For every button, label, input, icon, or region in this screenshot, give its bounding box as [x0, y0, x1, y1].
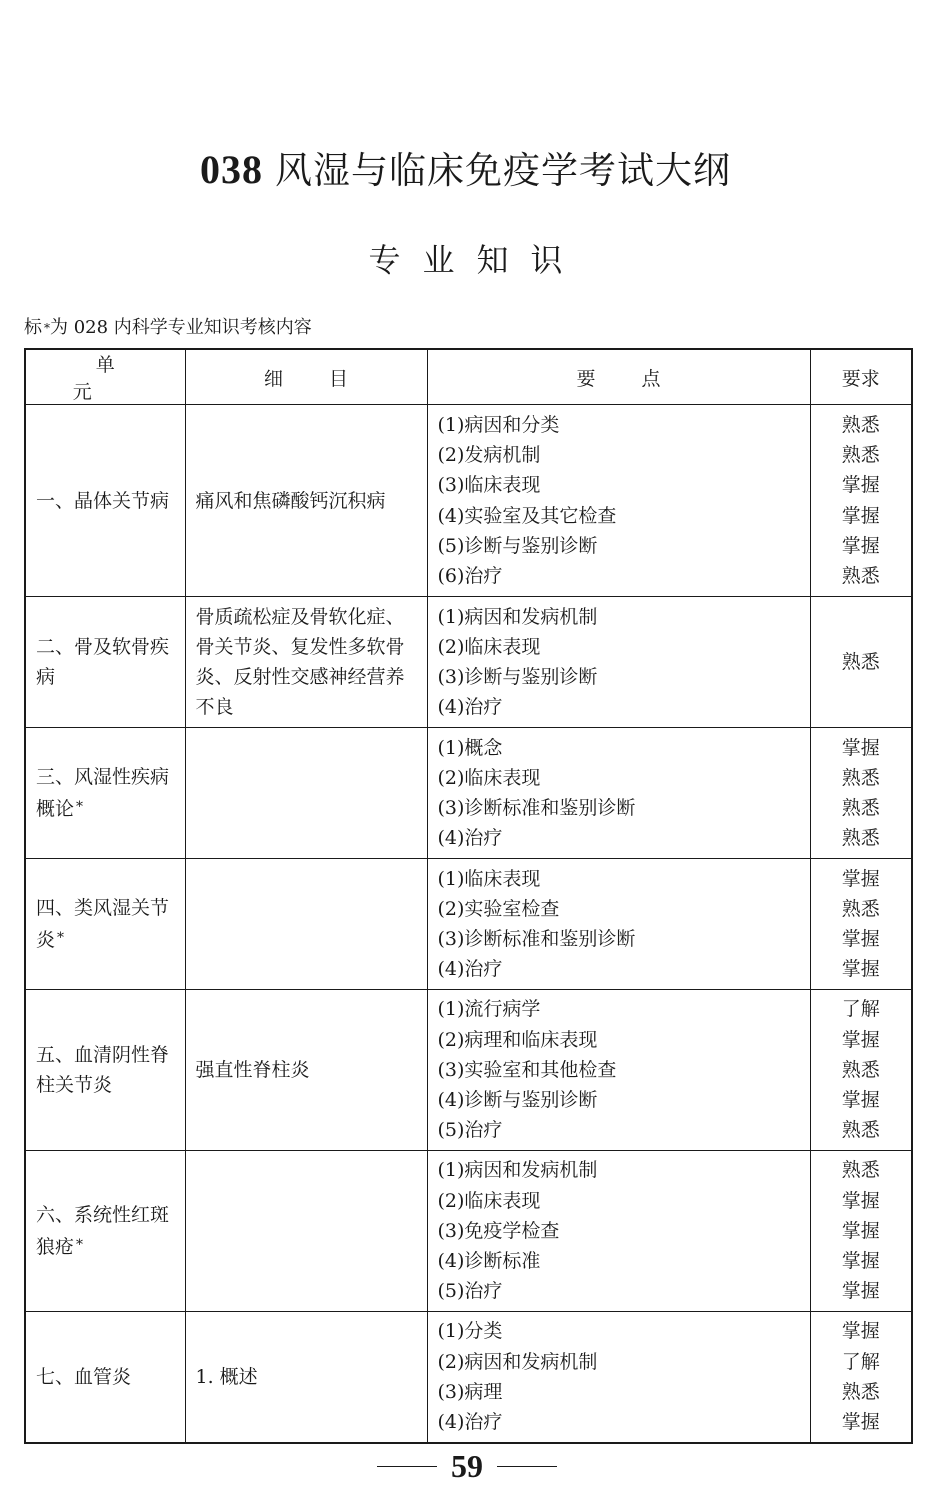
- title-code: 038: [200, 147, 263, 192]
- note-text: 为 028 内科学专业知识考核内容: [50, 317, 312, 338]
- requirement-item: 掌握: [841, 958, 880, 981]
- unit-line: 六、系统性红斑: [36, 1204, 170, 1226]
- requirement-item: 掌握: [841, 474, 880, 497]
- point-item: (3)实验室和其他检查: [437, 1058, 617, 1081]
- point-item: (5)治疗: [437, 1119, 503, 1142]
- point-item: (4)诊断标准: [437, 1250, 541, 1273]
- star-mark: *: [76, 799, 84, 815]
- cell-detail: [185, 728, 427, 859]
- cell-requirement: [810, 597, 912, 728]
- requirement-item: 熟悉: [841, 444, 880, 467]
- point-item: (3)临床表现: [437, 474, 541, 497]
- requirement-item: 熟悉: [841, 564, 880, 587]
- point-item: (1)流行病学: [437, 998, 541, 1021]
- cell-unit: [25, 1151, 185, 1312]
- unit-line: 七、血管炎: [36, 1365, 132, 1388]
- cell-points: [427, 859, 810, 990]
- point-item: (2)临床表现: [437, 766, 541, 789]
- cell-detail: [185, 405, 427, 597]
- requirement-item: 掌握: [841, 1280, 880, 1303]
- detail-line: 痛风和焦磷酸钙沉积病: [195, 489, 386, 512]
- point-item: (4)治疗: [437, 1410, 503, 1433]
- point-item: (1)病因和分类: [437, 413, 560, 436]
- cell-unit: [25, 990, 185, 1151]
- requirement-item: 熟悉: [841, 1119, 880, 1142]
- unit-line: 二、骨及软骨疾: [36, 636, 170, 658]
- requirement-item: 熟悉: [841, 797, 880, 819]
- point-item: (1)病因和发病机制: [437, 1159, 598, 1182]
- unit-line: 一、晶体关节病: [36, 489, 170, 512]
- table-body: [25, 405, 912, 1443]
- point-item: (4)治疗: [437, 696, 503, 719]
- table-row: [25, 597, 912, 728]
- point-item: (5)诊断与鉴别诊断: [437, 534, 598, 557]
- requirement-item: 掌握: [841, 1089, 880, 1112]
- point-item: (1)分类: [437, 1320, 503, 1343]
- footer-rule-right: [497, 1466, 557, 1467]
- cell-requirement: [810, 728, 912, 859]
- header-detail: 细目: [185, 349, 427, 405]
- point-item: (6)治疗: [437, 564, 503, 587]
- point-item: (2)病理和临床表现: [437, 1028, 598, 1051]
- cell-points: [427, 405, 810, 597]
- star-mark: *: [76, 1237, 84, 1253]
- cell-detail: [185, 1151, 427, 1312]
- requirement-item: 熟悉: [841, 1380, 880, 1403]
- point-item: (2)病因和发病机制: [437, 1350, 598, 1373]
- detail-line: 骨质疏松症及骨软化症、: [195, 606, 405, 628]
- unit-line: 狼疮 *: [36, 1236, 84, 1258]
- cell-points: [427, 1312, 810, 1443]
- cell-points: [427, 597, 810, 728]
- point-item: (3)诊断与鉴别诊断: [437, 666, 598, 688]
- cell-unit: [25, 405, 185, 597]
- page-number: 59: [451, 1448, 483, 1484]
- cell-requirement: [810, 1151, 912, 1312]
- point-item: (2)临床表现: [437, 1189, 541, 1212]
- cell-requirement: [810, 1312, 912, 1443]
- requirement-item: 熟悉: [841, 897, 880, 920]
- document-title: [0, 146, 931, 195]
- point-item: (2)临床表现: [437, 635, 541, 658]
- point-item: (4)诊断与鉴别诊断: [437, 1089, 598, 1112]
- footer-rule-left: [377, 1466, 437, 1467]
- table-row: [25, 990, 912, 1151]
- point-item: (2)发病机制: [437, 444, 541, 467]
- requirement-item: 掌握: [841, 928, 880, 950]
- requirement-item: 熟悉: [841, 827, 880, 850]
- cell-unit: [25, 859, 185, 990]
- table-row: [25, 405, 912, 597]
- table-row: [25, 859, 912, 990]
- cell-requirement: [810, 859, 912, 990]
- note-prefix: 标: [24, 317, 42, 338]
- requirement-item: 掌握: [841, 867, 880, 890]
- header-unit: 单元: [25, 349, 185, 405]
- section-subtitle: 专业知识: [368, 241, 585, 279]
- point-item: (4)实验室及其它检查: [437, 504, 617, 527]
- requirement-item: 掌握: [841, 736, 880, 759]
- point-item: (3)病理: [437, 1380, 503, 1403]
- unit-line: 四、类风湿关节: [36, 897, 170, 919]
- point-item: (3)诊断标准和鉴别诊断: [437, 928, 636, 950]
- cell-detail: [185, 990, 427, 1151]
- cell-unit: [25, 1312, 185, 1443]
- table-row: [25, 728, 912, 859]
- cell-unit: [25, 728, 185, 859]
- detail-line: 炎、反射性交感神经营养: [195, 666, 405, 688]
- cell-detail: [185, 859, 427, 990]
- detail-line: 不良: [195, 696, 234, 718]
- requirement-item: 熟悉: [841, 766, 880, 789]
- requirement-item: 熟悉: [841, 1058, 880, 1081]
- unit-line: 概论 *: [36, 798, 84, 820]
- point-item: (5)治疗: [437, 1280, 503, 1303]
- point-item: (4)治疗: [437, 958, 503, 981]
- cell-unit: [25, 597, 185, 728]
- table-row: [25, 1151, 912, 1312]
- requirement-item: 掌握: [841, 1219, 880, 1242]
- detail-line: 强直性脊柱炎: [195, 1059, 310, 1081]
- cell-detail: [185, 597, 427, 728]
- note-line: [24, 315, 312, 341]
- header-points: 要点: [427, 349, 810, 405]
- cell-requirement: [810, 405, 912, 597]
- point-item: (3)免疫学检查: [437, 1219, 560, 1242]
- unit-line: 五、血清阴性脊: [36, 1044, 170, 1066]
- cell-points: [427, 728, 810, 859]
- requirement-item: 熟悉: [841, 650, 880, 673]
- note-star: *: [44, 321, 50, 335]
- unit-line: 柱关节炎: [36, 1074, 113, 1096]
- requirement-item: 了解: [841, 1350, 880, 1373]
- header-requirement: 要求: [810, 349, 912, 405]
- unit-line: 炎 *: [36, 929, 65, 951]
- unit-line: 病: [36, 666, 56, 688]
- requirement-item: 掌握: [841, 534, 880, 557]
- requirement-item: 掌握: [841, 1250, 880, 1273]
- requirement-item: 掌握: [841, 1189, 880, 1212]
- requirement-item: 掌握: [841, 504, 880, 527]
- page-footer: [0, 1446, 931, 1486]
- star-mark: *: [57, 930, 65, 946]
- point-item: (2)实验室检查: [437, 897, 560, 920]
- cell-requirement: [810, 990, 912, 1151]
- point-item: (3)诊断标准和鉴别诊断: [437, 797, 636, 819]
- table-row: [25, 1312, 912, 1443]
- point-item: (1)临床表现: [437, 867, 541, 890]
- requirement-item: 掌握: [841, 1320, 880, 1343]
- cell-points: [427, 990, 810, 1151]
- cell-points: [427, 1151, 810, 1312]
- point-item: (1)病因和发病机制: [437, 605, 598, 628]
- point-item: (1)概念: [437, 736, 503, 759]
- detail-line: 1. 概述: [195, 1365, 258, 1388]
- table-header-row: [25, 349, 912, 405]
- detail-line: 骨关节炎、复发性多软骨: [195, 636, 405, 658]
- point-item: (4)治疗: [437, 827, 503, 850]
- cell-detail: [185, 1312, 427, 1443]
- requirement-item: 掌握: [841, 1410, 880, 1433]
- requirement-item: 熟悉: [841, 1159, 880, 1182]
- title-text: 风湿与临床免疫学考试大纲: [275, 149, 731, 192]
- requirement-item: 了解: [841, 998, 880, 1021]
- requirement-item: 掌握: [841, 1028, 880, 1051]
- unit-line: 三、风湿性疾病: [36, 766, 170, 788]
- syllabus-table: [24, 348, 913, 1444]
- requirement-item: 熟悉: [841, 413, 880, 436]
